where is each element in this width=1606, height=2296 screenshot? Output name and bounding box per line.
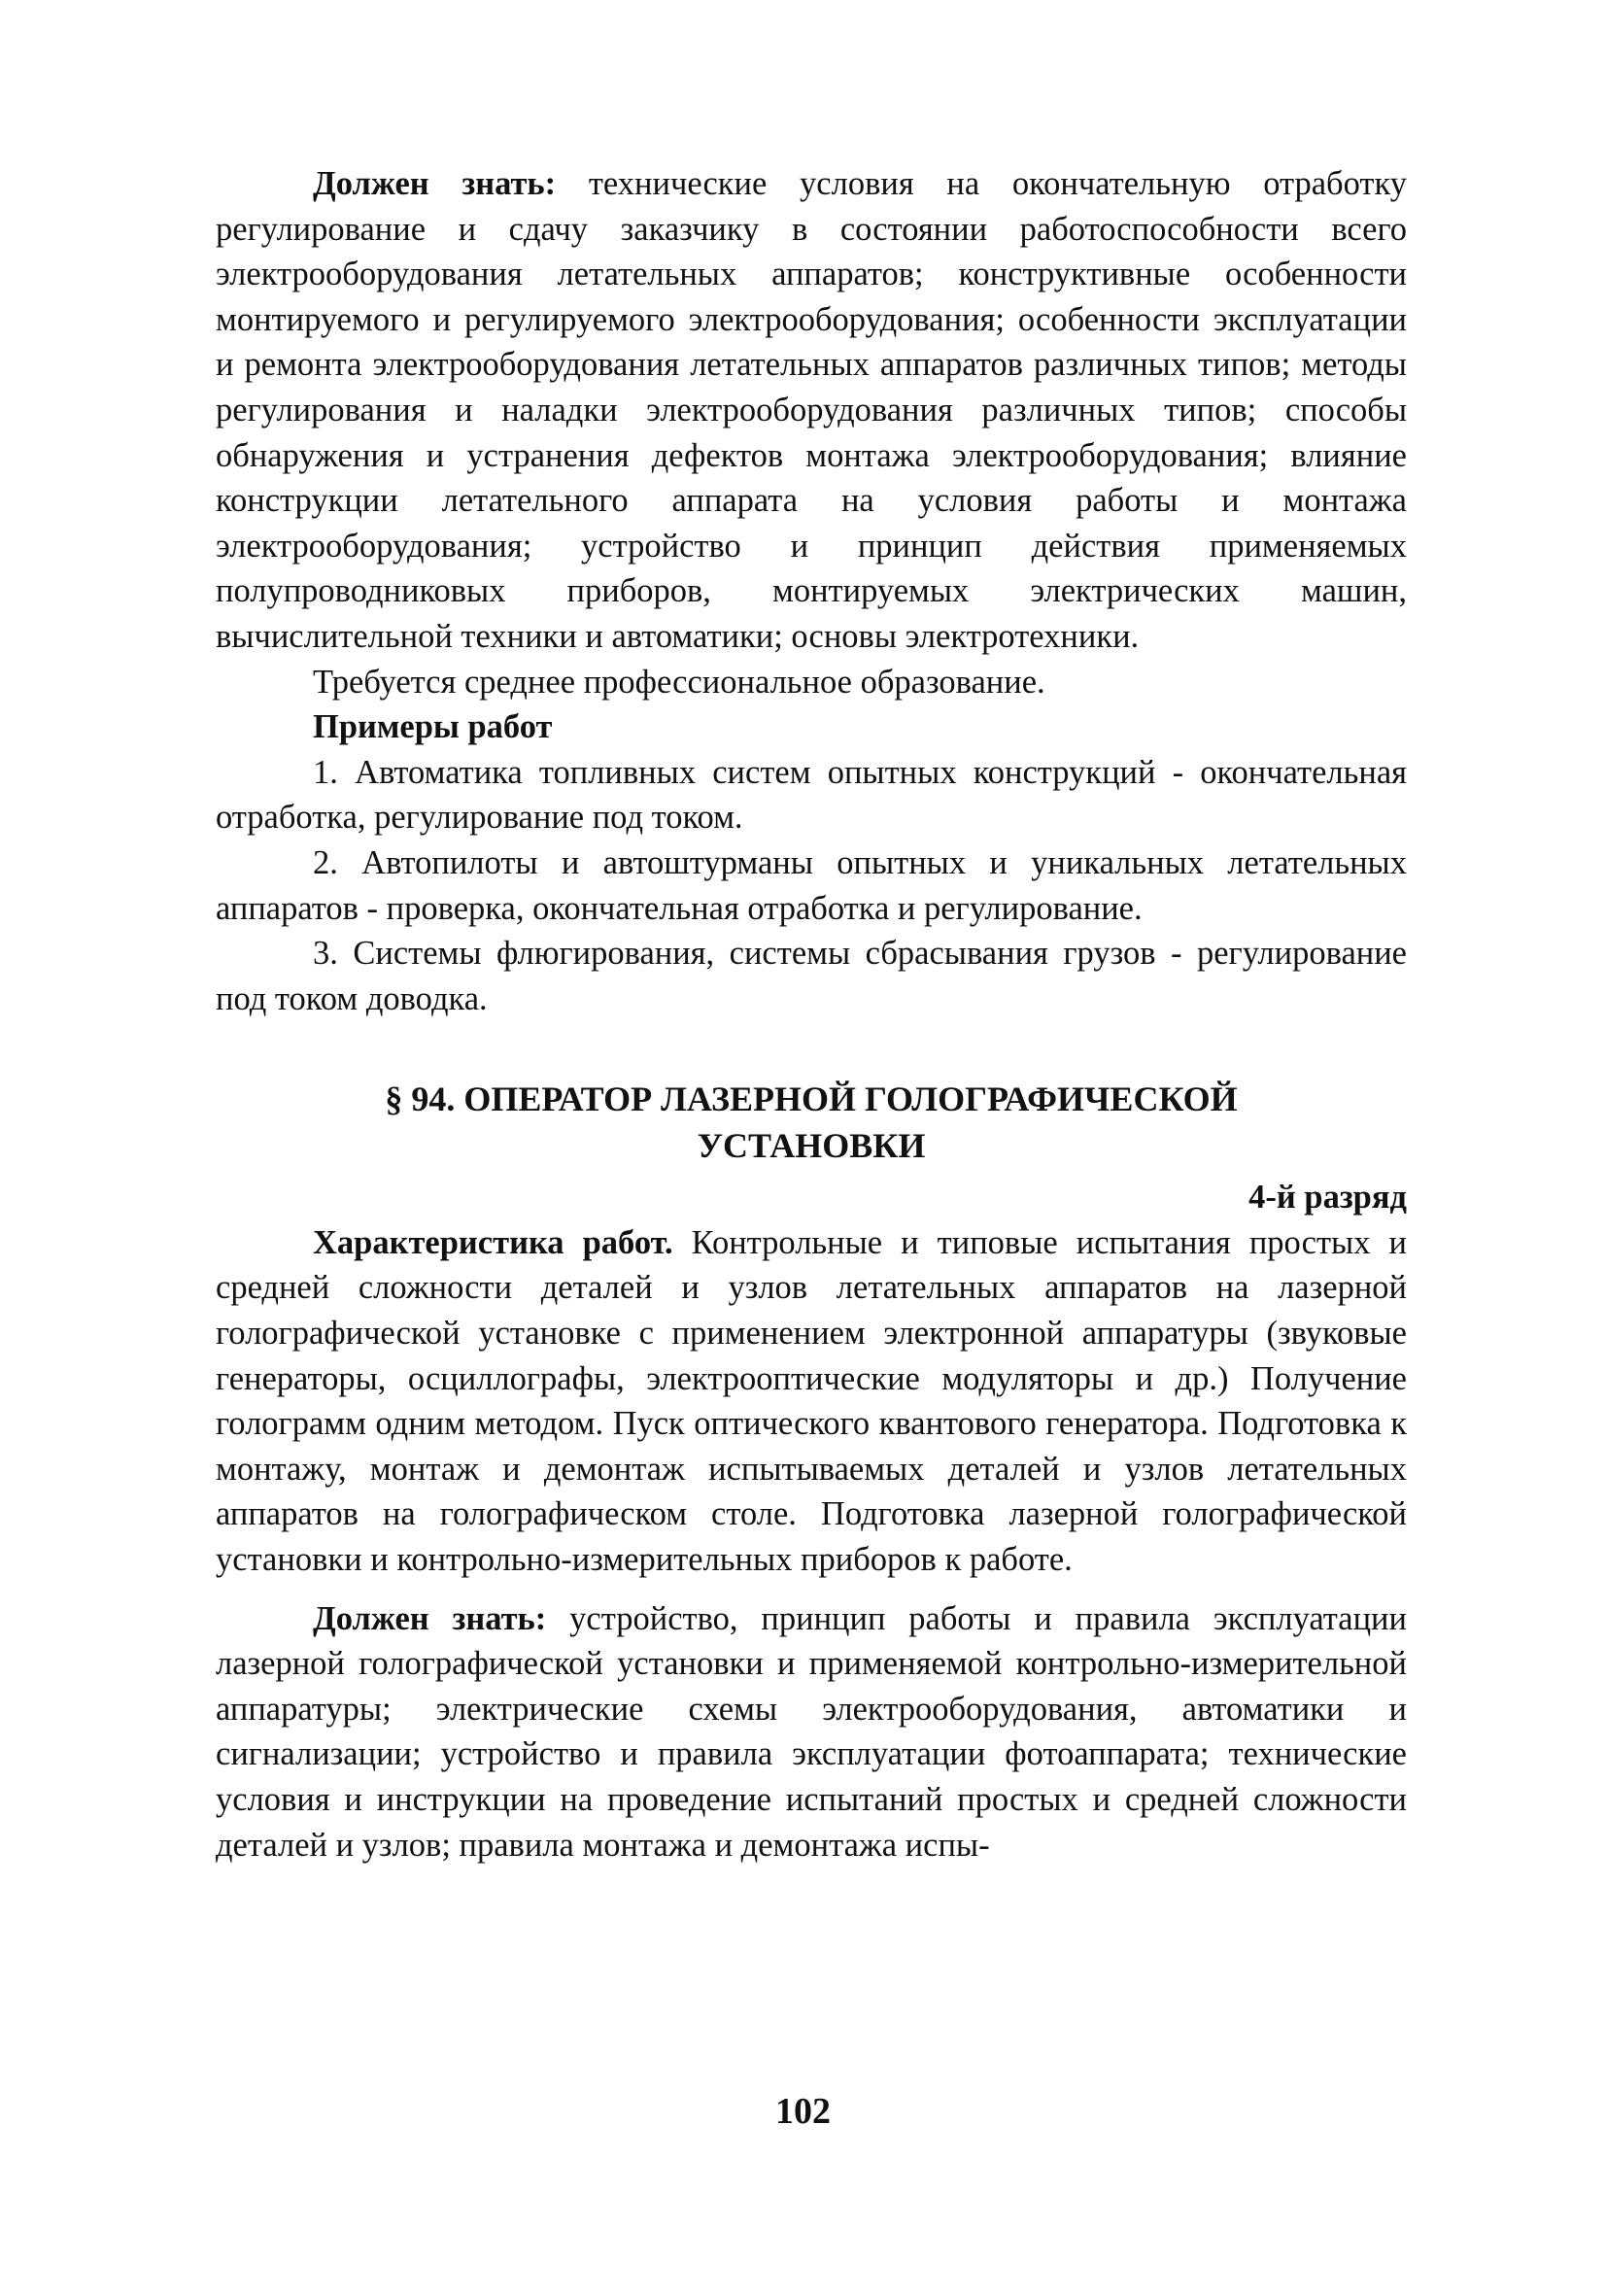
characteristic-lead: Характеристика работ. [313, 1223, 673, 1261]
example-item: 2. Автопилоты и автоштурманы опытных и уникальных летательных аппаратов - проверка, окончательная отработка и регулирование. [216, 843, 1407, 927]
section-heading [216, 1076, 1407, 1169]
education-paragraph: Требуется среднее профессиональное образование. [313, 663, 1045, 701]
grade-label: 4-й разряд [1248, 1179, 1407, 1217]
knowledge-lead-2: Должен знать: [313, 1599, 547, 1637]
knowledge-text-2: устройство, принцип работы и правила эксплуатации лазерной голографической установки и применяемой контрольно-измерительной аппаратуры; электрические схемы электрооборудования, автоматики и сигнализации; устройство и правила эксплуатации фотоаппарата; технические условия и инструкции на проведение испытаний простых и средней сложности деталей и узлов; правила монтажа и демонтажа испы- [216, 1599, 1407, 1864]
section-title-line-1: § 94. ОПЕРАТОР ЛАЗЕРНОЙ ГОЛОГРАФИЧЕСКОЙ [385, 1079, 1238, 1119]
examples-title: Примеры работ [313, 708, 553, 746]
knowledge-paragraph-1 [216, 161, 1407, 660]
characteristic-text: Контрольные и типовые испытания простых и средней сложности деталей и узлов летательных аппаратов на лазерной голографической установке с применением электронной аппаратуры (звуковые генераторы, осциллографы, электрооптические модуляторы и др.) Получение голограмм одним методом. Пуск оптического квантового генератора. Подготовка к монтажу, монтаж и демонтаж испытываемых деталей и узлов летательных аппаратов на голографическом столе. Подготовка лазерной голографической установки и контрольно-измерительных приборов к работе. [216, 1223, 1407, 1579]
section-title-line-2: УСТАНОВКИ [697, 1126, 926, 1166]
knowledge-text-1: технические условия на окончательную отработку регулирование и сдачу заказчику в состоянии работоспособности всего электрооборудования летательных аппаратов; конструктивные особенности монтируемого и регулируемого электрооборудования; особенности эксплуатации и ремонта электрооборудования летательных аппаратов различных типов; методы регулирования и наладки электрооборудования различных типов; способы обнаружения и устранения дефектов монтажа электрооборудования; влияние конструкции летательного аппарата на условия работы и монтажа электрооборудования; устройство и принцип действия применяемых полупроводниковых приборов, монтируемых электрических машин, вычислительной техники и автоматики; основы электротехники. [216, 165, 1407, 655]
knowledge-paragraph-2 [216, 1596, 1407, 1868]
page-number: 102 [775, 2091, 831, 2132]
example-item: 1. Автоматика топливных систем опытных конструкций - окончательная отработка, регулирование под током. [216, 753, 1407, 837]
example-item: 3. Системы флюгирования, системы сбрасывания грузов - регулирование под током доводка. [216, 935, 1407, 1017]
page-body [216, 161, 1407, 1868]
knowledge-lead-1: Должен знать: [313, 165, 557, 202]
characteristic-paragraph [216, 1220, 1407, 1583]
